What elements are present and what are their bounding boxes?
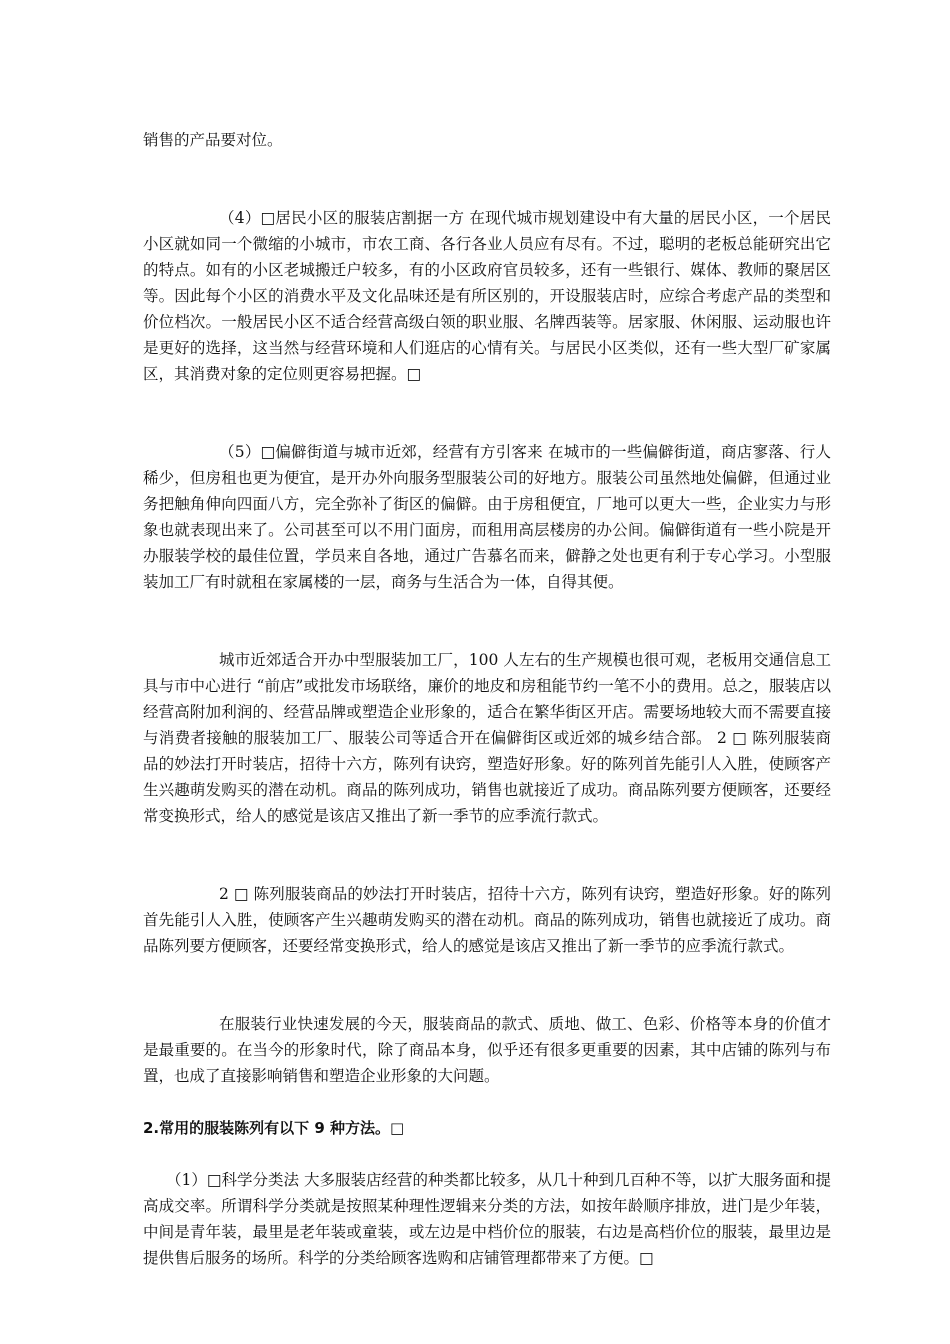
paragraph-gap [143, 621, 831, 647]
paragraph-gap [143, 387, 831, 413]
paragraph-intro-tail: 销售的产品要对位。 [143, 131, 283, 149]
paragraph-industry-development: 在服装行业快速发展的今天，服装商品的款式、质地、做工、色彩、价格等本身的价值才是最重要的。在当今的形象时代，除了商品本身，似乎还有很多更重要的因素，其中店铺的陈列与布置，也成了直接影响销售和塑造企业形象的大问题。 [143, 1015, 831, 1085]
paragraph-gap [143, 179, 831, 205]
paragraph-scientific-classification: （1）□科学分类法 大多服装店经营的种类都比较多，从几十种到几百种不等，以扩大服务面和提高成交率。所谓科学分类就是按照某种理性逻辑来分类的方法，如按年龄顺序排放，进门是少年装，中间是青年装，最里是老年装或童装，或左边是中档价位的服装，右边是高档价位的服装，最里边是提供售后服务的场所。科学的分类给顾客选购和店铺管理都带来了方便。□ [143, 1171, 831, 1267]
paragraph-remote-streets: （5）□偏僻街道与城市近郊，经营有方引客来 在城市的一些偏僻街道，商店寥落、行人稀少，但房租也更为便宜，是开办外向服务型服装公司的好地方。服装公司虽然地处偏僻，但通过业务把触角伸向四面八方，完全弥补了街区的偏僻。由于房租便宜，厂地可以更大一些，企业实力与形象也就表现出来了。公司甚至可以不用门面房，而租用高层楼房的办公间。偏僻街道有一些小院是开办服装学校的最佳位置，学员来自各地，通过广告慕名而来，僻静之处也更有利于专心学习。小型服装加工厂有时就租在家属楼的一层，商务与生活合为一体，自得其便。 [143, 443, 831, 591]
paragraph-gap [143, 1141, 831, 1167]
paragraph-suburbs: 城市近郊适合开办中型服装加工厂，100 人左右的生产规模也很可观，老板用交通信息工具与市中心进行 “前店”或批发市场联络，廉价的地皮和房租能节约一笔不小的费用。总之，服装店以经营高附加利润的、经营品牌或塑造企业形象的，适合在繁华街区开店。需要场地较大而不需要直接与消费者接触的服装加工厂、服装公司等适合开在偏僻街区或近郊的城乡结合部。 2 □ 陈列服装商品的妙法打开时装店，招待十六方，陈列有诀窍，塑造好形象。好的陈列首先能引人入胜，使顾客产生兴趣萌发购买的潜在动机。商品的陈列成功，销售也就接近了成功。商品陈列要方便顾客，还要经常变换形式，给人的感觉是该店又推出了新一季节的应季流行款式。 [143, 651, 831, 825]
paragraph-gap [143, 413, 831, 439]
paragraph-gap [143, 595, 831, 621]
paragraph-display-methods: 2 □ 陈列服装商品的妙法打开时装店，招待十六方，陈列有诀窍，塑造好形象。好的陈列首先能引人入胜，使顾客产生兴趣萌发购买的潜在动机。商品的陈列成功，销售也就接近了成功。商品陈列要方便顾客，还要经常变换形式，给人的感觉是该店又推出了新一季节的应季流行款式。 [143, 885, 831, 955]
section-heading: 2.常用的服装陈列有以下 9 种方法。□ [143, 1119, 405, 1137]
paragraph-gap [143, 829, 831, 855]
paragraph-gap [143, 153, 831, 179]
paragraph-gap [143, 1089, 831, 1115]
paragraph-gap [143, 959, 831, 985]
paragraph-residential-district: （4）□居民小区的服装店割据一方 在现代城市规划建设中有大量的居民小区，一个居民小区就如同一个微缩的小城市，市农工商、各行各业人员应有尽有。不过，聪明的老板总能研究出它的特点。如有的小区老城搬迁户较多，有的小区政府官员较多，还有一些银行、媒体、教师的聚居区等。因此每个小区的消费水平及文化品味还是有所区别的，开设服装店时，应综合考虑产品的类型和价位档次。一般居民小区不适合经营高级白领的职业服、名牌西装等。居家服、休闲服、运动服也许是更好的选择，这当然与经营环境和人们逛店的心情有关。与居民小区类似，还有一些大型厂矿家属区，其消费对象的定位则更容易把握。□ [143, 209, 831, 383]
document-page [143, 127, 831, 1271]
paragraph-gap [143, 985, 831, 1011]
paragraph-gap [143, 855, 831, 881]
